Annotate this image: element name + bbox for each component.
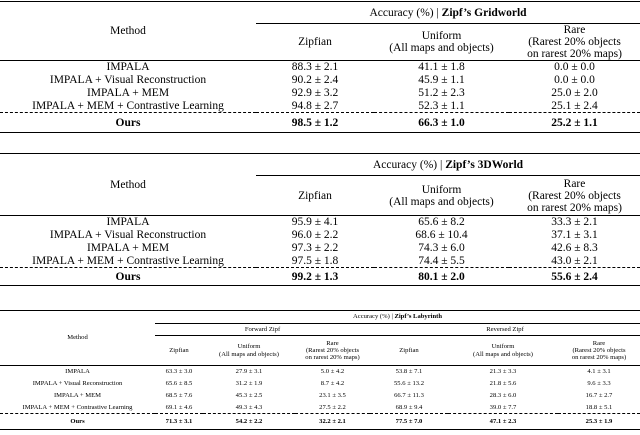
table-row: IMPALA 95.9 ± 4.1 65.6 ± 8.2 33.3 ± 2.1 xyxy=(0,216,640,229)
table-row: IMPALA 88.3 ± 2.1 41.1 ± 1.8 0.0 ± 0.0 xyxy=(0,61,640,74)
col-zipfian: Zipfian xyxy=(298,189,332,202)
table-row: IMPALA + MEM + Contrastive Learning 97.5 ± 1.8 74.4 ± 5.5 43.0 ± 2.1 xyxy=(32,254,598,267)
col-uniform: Uniform (All maps and objects) xyxy=(389,183,494,208)
ours-row: Ours 99.2 ± 1.3 80.1 ± 2.0 55.6 ± 2.4 xyxy=(0,268,640,286)
method-header: Method xyxy=(67,334,88,342)
table-row: IMPALA + Visual Reconstruction 90.2 ± 2.4 45.9 ± 1.1 0.0 ± 0.0 xyxy=(49,74,595,86)
method-header: Method xyxy=(110,25,146,37)
ours-row: Ours 98.5 ± 1.2 66.3 ± 1.0 25.2 ± 1.1 xyxy=(0,113,640,133)
group-header: Accuracy (%) | Zipf’s 3DWorld xyxy=(256,154,640,176)
table-row: IMPALA + MEM + Contrastive Learning 69.1 ± 4.6 49.3 ± 4.3 27.5 ± 2.2 68.9 ± 9.4 39.0 ± 7.7 18.8 ± 5.1 xyxy=(22,403,613,411)
forward-zipf-header: Forward Zipf xyxy=(155,324,370,336)
gridworld-results-table xyxy=(0,1,640,133)
col-f-rare: Rare (Rarest 20% objects on rarest 20% maps) xyxy=(305,339,360,362)
table-row: IMPALA 63.3 ± 3.0 27.9 ± 3.1 5.0 ± 4.2 53.8 ± 7.1 21.3 ± 3.3 4.1 ± 3.1 xyxy=(0,366,640,378)
col-uniform: Uniform (All maps and objects) xyxy=(389,30,494,54)
table-row: IMPALA + Visual Reconstruction 65.6 ± 8.5 31.2 ± 1.9 8.7 ± 4.2 55.6 ± 13.2 21.8 ± 5.6 9.6 ± 3.3 xyxy=(32,379,611,387)
table-row: IMPALA + MEM 68.5 ± 7.6 45.3 ± 2.5 23.1 ± 3.5 66.7 ± 11.3 28.3 ± 6.0 16.7 ± 2.7 xyxy=(53,391,613,399)
3dworld-results-table xyxy=(0,153,640,286)
col-zipfian: Zipfian xyxy=(298,36,332,48)
table-row: IMPALA + MEM 97.3 ± 2.2 74.3 ± 6.0 42.6 ± 8.3 xyxy=(86,242,598,254)
col-rare: Rare (Rarest 20% objects on rarest 20% maps) xyxy=(527,24,622,60)
table-row: IMPALA + Visual Reconstruction 96.0 ± 2.2 68.6 ± 10.4 37.1 ± 3.1 xyxy=(49,229,598,241)
ours-row: Ours 71.3 ± 3.1 54.2 ± 2.2 32.2 ± 2.1 77.5 ± 7.0 47.1 ± 2.3 25.3 ± 1.9 xyxy=(0,414,640,430)
col-f-uniform: Uniform (All maps and objects) xyxy=(219,343,279,358)
col-r-uniform: Uniform (All maps and objects) xyxy=(473,343,533,358)
group-header: Accuracy (%) | Zipf’s Gridworld xyxy=(256,2,640,24)
reversed-zipf-header: Reversed Zipf xyxy=(370,324,640,336)
table-row: IMPALA + MEM + Contrastive Learning 94.8 ± 2.7 52.3 ± 1.1 25.1 ± 2.4 xyxy=(32,99,598,112)
table-row: IMPALA + MEM 92.9 ± 3.2 51.2 ± 2.3 25.0 ± 2.0 xyxy=(86,87,598,99)
labyrinth-results-table xyxy=(0,310,640,430)
method-header: Method xyxy=(110,178,146,191)
group-header: Accuracy (%) | Zipf’s Labyrinth xyxy=(155,311,640,324)
col-rare: Rare (Rarest 20% objects on rarest 20% maps) xyxy=(527,177,622,214)
col-r-zipfian: Zipfian xyxy=(399,346,419,354)
col-r-rare: Rare (Rarest 20% objects on rarest 20% maps) xyxy=(571,339,627,362)
col-f-zipfian: Zipfian xyxy=(169,346,189,354)
